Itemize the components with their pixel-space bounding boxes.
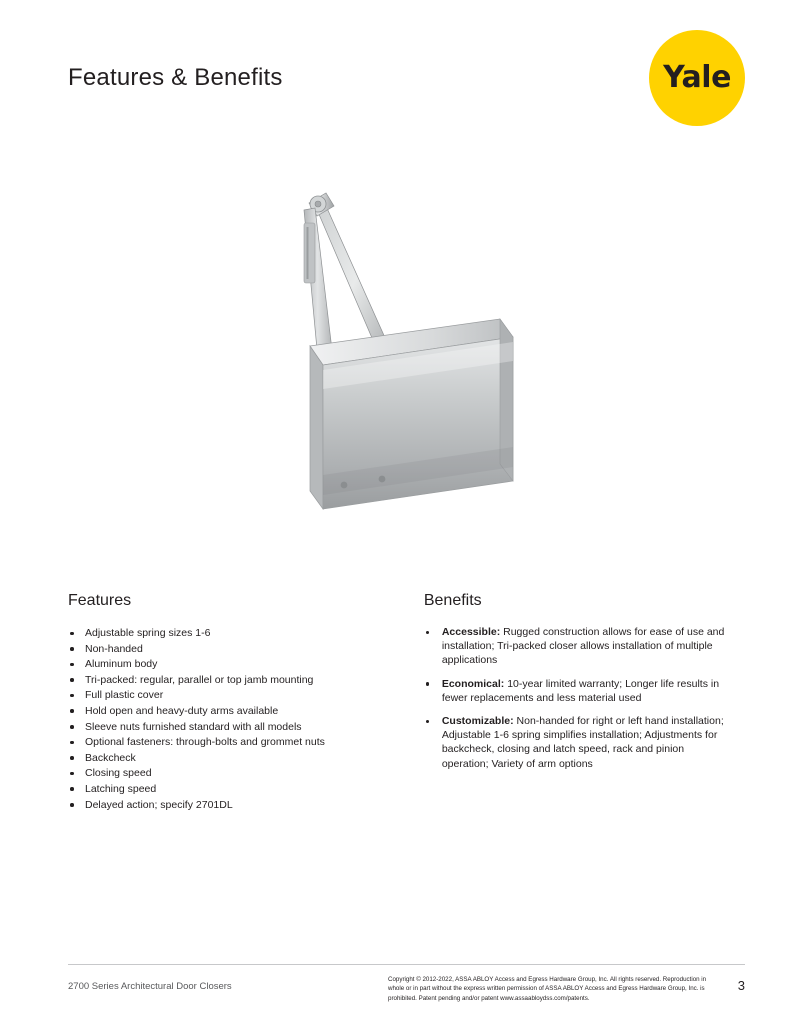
list-item: Delayed action; specify 2701DL <box>68 798 366 813</box>
product-image-door-closer <box>260 175 550 540</box>
page-footer <box>0 964 791 1024</box>
benefits-heading: Benefits <box>423 592 482 609</box>
yale-logo <box>649 30 745 126</box>
benefit-lead: Customizable: <box>441 715 514 728</box>
features-list <box>68 626 366 812</box>
footer-series-label: 2700 Series Architectural Door Closers <box>68 981 232 992</box>
features-column <box>68 592 366 813</box>
benefits-list <box>424 625 731 771</box>
page-number: 3 <box>737 978 745 993</box>
list-item <box>424 625 731 668</box>
list-item: Sleeve nuts furnished standard with all models <box>68 720 366 735</box>
door-closer-illustration <box>260 175 550 540</box>
benefit-text: 10-year limited warranty; Longer life results in fewer replacements and less material used <box>441 677 720 704</box>
logo-wordmark: Yale <box>663 59 731 95</box>
benefit-lead: Economical: <box>441 677 505 690</box>
list-item: Latching speed <box>68 782 366 797</box>
list-item: Full plastic cover <box>68 688 366 703</box>
benefit-lead: Accessible: <box>441 626 501 638</box>
list-item: Closing speed <box>68 766 366 781</box>
list-item: Hold open and heavy-duty arms available <box>68 704 366 719</box>
list-item <box>424 714 731 771</box>
footer-divider <box>68 964 745 965</box>
list-item: Aluminum body <box>68 657 366 672</box>
benefit-text: Non-handed for right or left hand installation; Adjustable 1-6 spring simplifies installation; Adjustments for backcheck, closing and latch speed, rack and pinion operation; Variety of arm options <box>441 715 724 770</box>
closer-body <box>310 319 513 509</box>
list-item: Optional fasteners: through-bolts and grommet nuts <box>68 735 366 750</box>
list-item: Non-handed <box>68 642 366 657</box>
list-item <box>424 677 731 705</box>
list-item: Adjustable spring sizes 1-6 <box>68 626 366 641</box>
page-title: Features & Benefits <box>68 64 283 91</box>
page-header <box>68 52 745 132</box>
features-heading: Features <box>68 592 132 609</box>
footer-copyright: Copyright © 2012-2022, ASSA ABLOY Access and Egress Hardware Group, Inc. All rights reserved. Reproduction in whole or in part without the express written permission of ASSA ABLOY Access and Egress Hardware Group, Inc. is prohibited. Patent pending and/or patent www.assaabloydss.com/patents. <box>388 976 707 1002</box>
content-columns <box>68 592 731 813</box>
list-item: Tri-packed: regular, parallel or top jamb mounting <box>68 673 366 688</box>
benefit-text: Rugged construction allows for ease of use and installation; Tri-packed closer allows installation of multiple applications <box>441 626 725 667</box>
benefits-column <box>424 592 731 813</box>
list-item: Backcheck <box>68 751 366 766</box>
